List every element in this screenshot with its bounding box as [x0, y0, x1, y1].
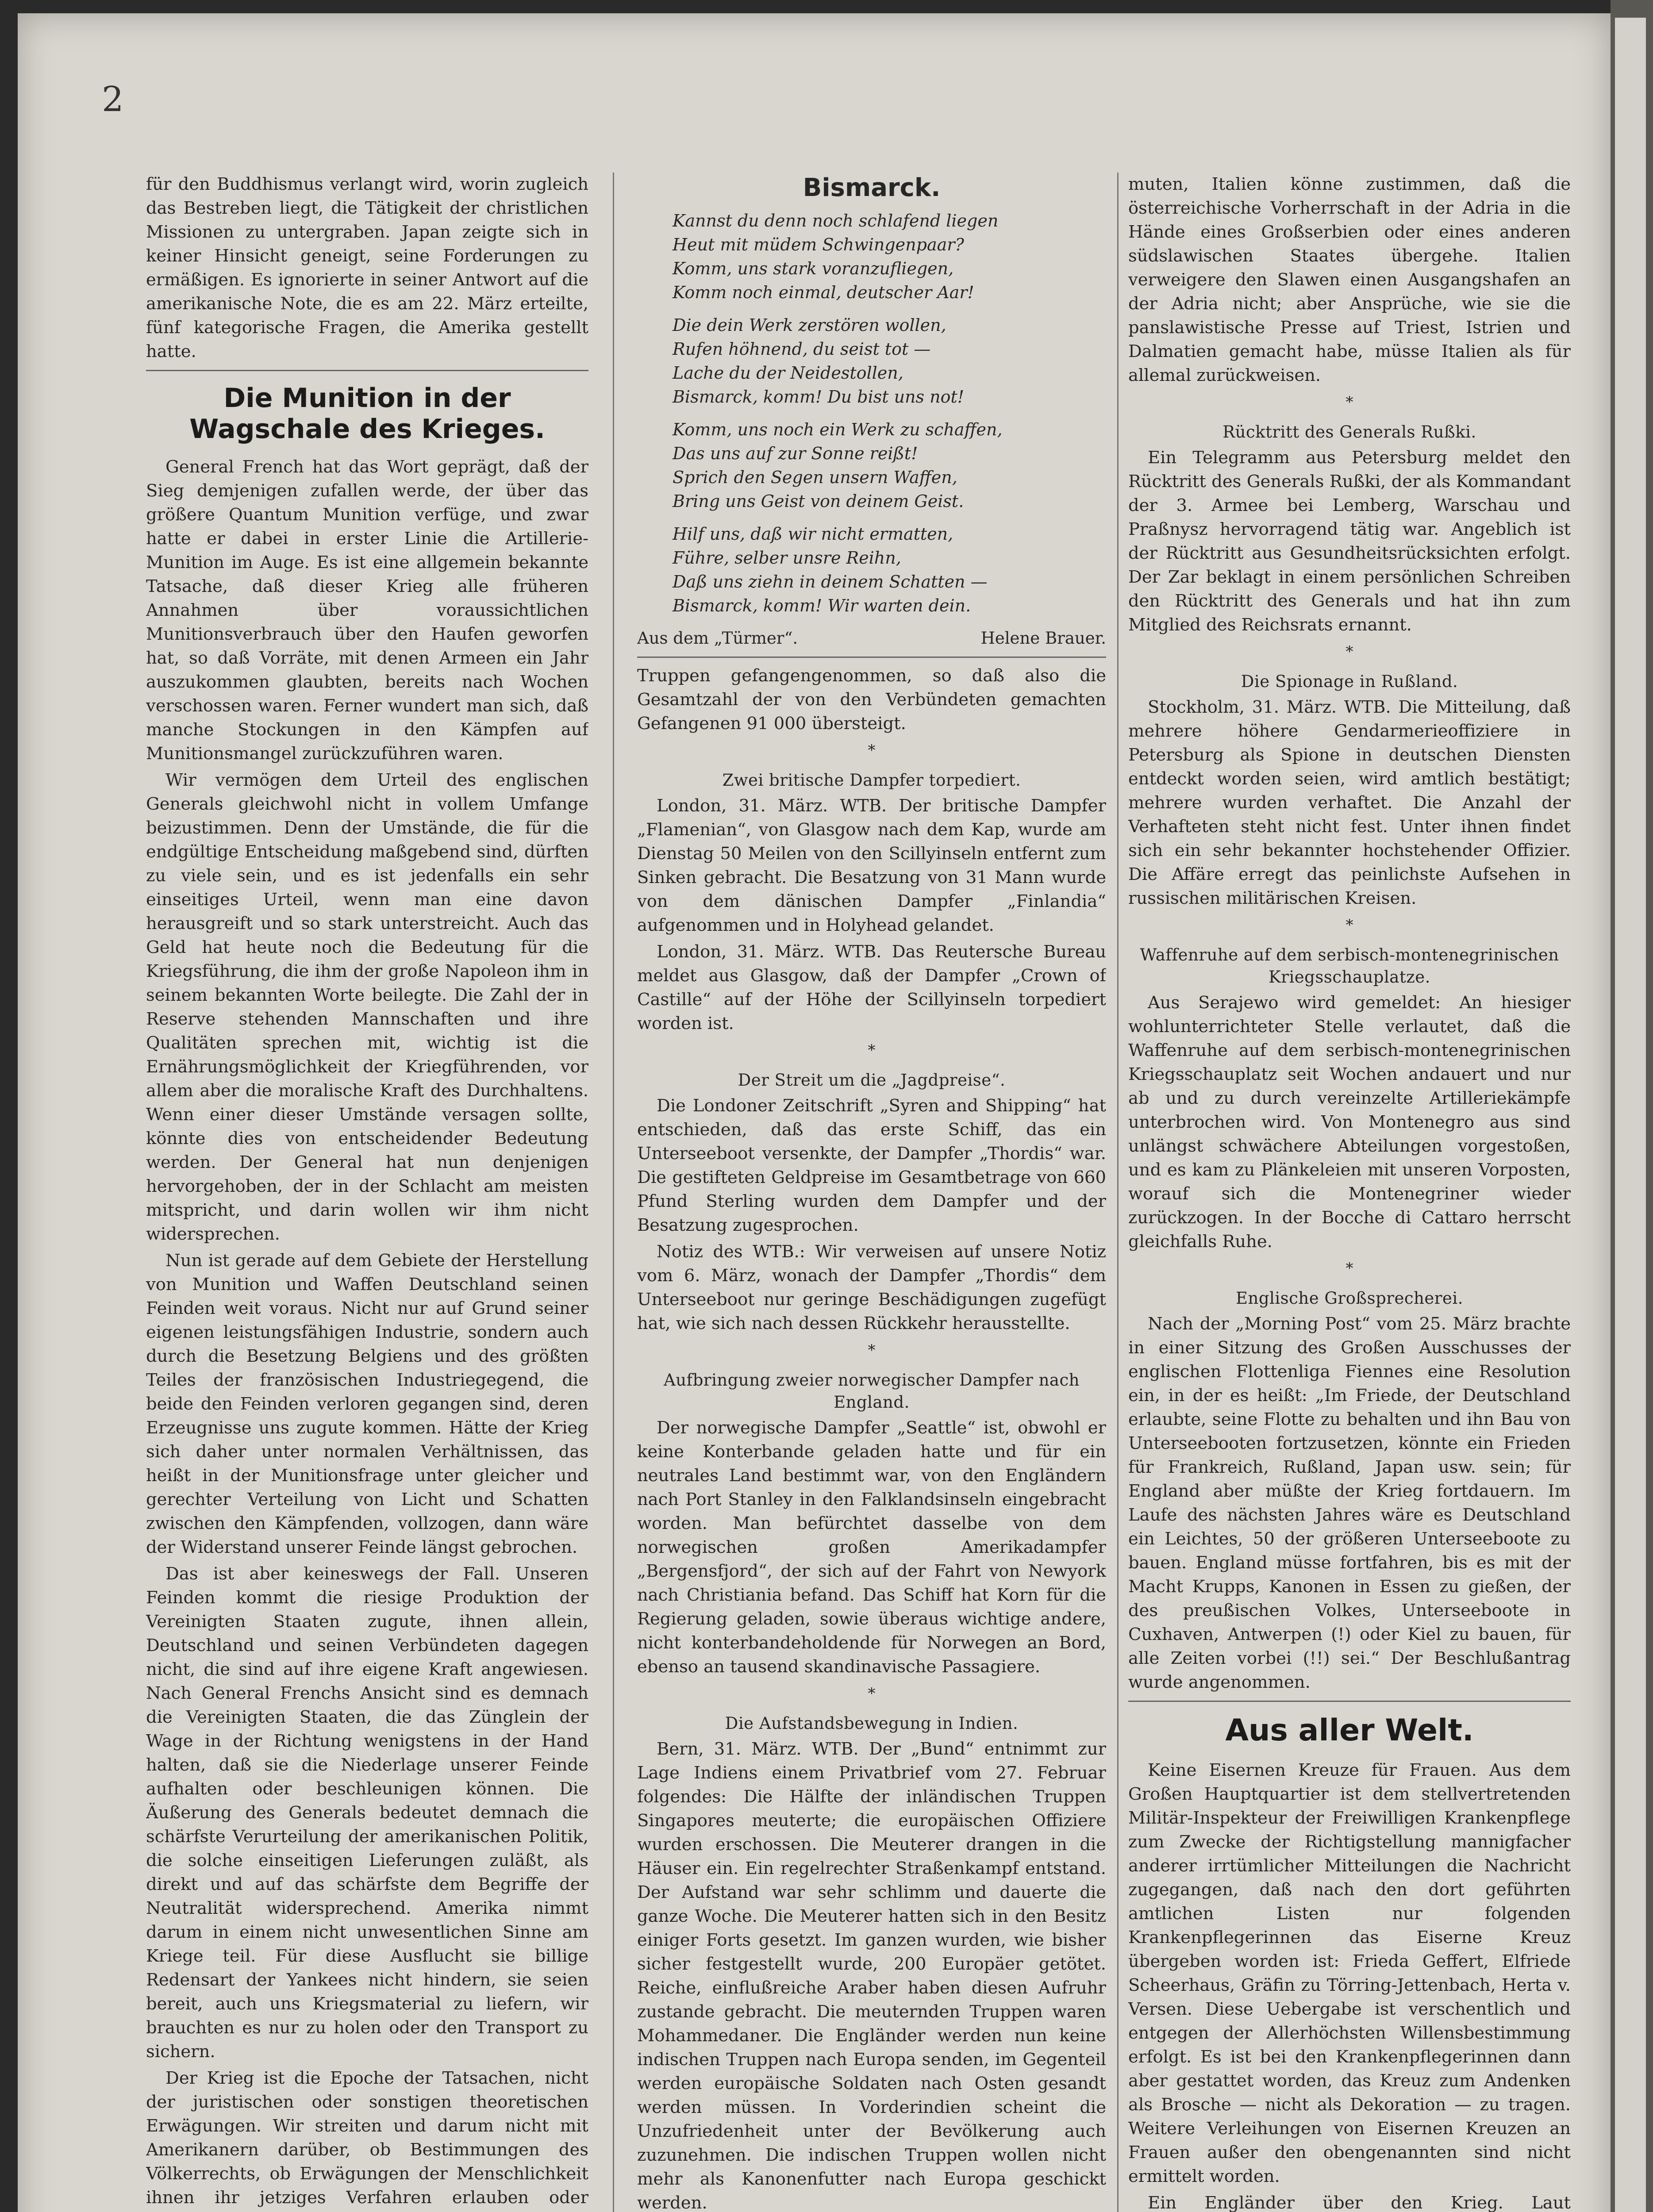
- poem-line: Sprich den Segen unsern Waffen,: [673, 468, 957, 487]
- subheadline-boast: Englische Großsprecherei.: [1235, 1289, 1463, 1308]
- section-headline-world: Aus aller Welt.: [1225, 1713, 1474, 1748]
- separator-star: *: [1345, 1260, 1353, 1277]
- paragraph: Aus Serajewo wird gemeldet: An hiesiger wohlunterrichteter Stelle verlautet, daß die Waffenruhe auf dem serbisch-montenegrinischen Kriegsschauplatz seit Wochen andauert und nur ab und zu durch vereinzelte Artilleriekämpfe unterbrochen wird. Von Montenegro aus sind unlängst schwächere Abteilungen vorgestoßen, und es kam zu Plänkeleien mit unseren Vorposten, worauf sich die Montenegriner wieder zurückzogen. In der Bocche di Cattaro herrscht gleichfalls Ruhe.: [1128, 993, 1571, 1252]
- poem-line: Komm, uns noch ein Werk zu schaffen,: [673, 420, 1003, 439]
- paragraph: Ein Engländer über den Krieg. Laut: [1148, 2193, 1571, 2212]
- subheadline-espionage: Die Spionage in Rußland.: [1241, 672, 1458, 691]
- poem-line: Lache du der Neidestollen,: [673, 363, 903, 383]
- subheadline-truce: Waffenruhe auf dem serbisch-montenegrinischen Kriegsschauplatze.: [1140, 945, 1559, 987]
- poem-line: Rufen höhnend, du seist tot —: [673, 339, 931, 359]
- column-3: [1128, 173, 1571, 2212]
- column-rule-1: [613, 173, 614, 2212]
- poem-line: Bring uns Geist von deinem Geist.: [673, 492, 964, 511]
- separator-star: *: [868, 741, 876, 759]
- paragraph: Bern, 31. März. WTB. Der „Bund“ entnimmt zur Lage Indiens einem Privatbrief vom 27. Februar folgendes: Die Hälfte der inländischen Truppen Singapores meuterte; die europäischen Offiziere wurden erschossen. Die Meuterer drangen in die Häuser ein. Ein regelrechter Straßenkampf entstand. Der Aufstand war sehr schlimm und dauerte die ganze Woche. Die Meuterer hatten sich in den Besitz einiger Forts gesetzt. Im ganzen wurden, wie bisher sicher festgestellt wurde, 200 Europäer getötet. Reiche, einflußreiche Araber haben diesen Aufruhr zustande gebracht. Die meuternden Truppen waren Mohammedaner. Die Engländer werden nun keine indischen Truppen nach Europa senden, im Gegenteil werden europäische Soldaten nach Osten gesandt werden müssen. In Vorderindien scheint die Unzufriedenheit unter der Bevölkerung auch zuzunehmen. Die indischen Truppen wollen nicht mehr als Kanonenfutter nach Europa geschickt werden.: [637, 1739, 1106, 2212]
- poem-line: Komm noch einmal, deutscher Aar!: [673, 283, 974, 302]
- paragraph: London, 31. März. WTB. Das Reutersche Bureau meldet aus Glasgow, daß der Dampfer „Crown of Castille“ auf der Höhe der Scillyinseln torpediert worden ist.: [637, 942, 1106, 1033]
- page-number: 2: [102, 80, 124, 119]
- column-1: [146, 173, 588, 2212]
- paragraph: Ein Telegramm aus Petersburg meldet den Rücktritt des Generals Rußki, der als Kommandant der 3. Armee bei Lemberg, Warschau und Praßnysz hervorragend tätig war. Angeblich ist der Rücktritt aus Gesundheitsrücksichten erfolgt. Der Zar beklagt in einem persönlichen Schreiben den Rücktritt des Generals und hat ihn zum Mitglied des Reichsrats ernannt.: [1128, 448, 1571, 635]
- poem-line: Das uns auf zur Sonne reißt!: [673, 444, 918, 463]
- separator-star: *: [868, 1685, 876, 1702]
- paragraph: Stockholm, 31. März. WTB. Die Mitteilung, daß mehrere höhere Gendarmerieoffiziere in Petersburg als Spione in deutschen Diensten entdeckt worden seien, wird amtlich bestätigt; mehrere wurden verhaftet. Die Anzahl der Verhafteten steht nicht fest. Unter ihnen findet sich ein sehr bekannter hochstehender Offizier. Die Affäre erregt das peinlichste Aufsehen in russischen militärischen Kreisen.: [1128, 697, 1571, 908]
- paragraph: Der norwegische Dampfer „Seattle“ ist, obwohl er keine Konterbande geladen hatte und für ein neutrales Land bestimmt war, von den Engländern nach Port Stanley in den Falklandsinseln eingebracht worden. Man befürchtet dasselbe von dem norwegischen großen Amerikadampfer „Bergensfjord“, der sich auf der Fahrt von Newyork nach Christiania befand. Das Schiff hat Korn für die Regierung geladen, sowie überaus wichtige andere, nicht konterbandeholdende für Norwegen an Bord, ebenso an tausend skandinavische Passagiere.: [637, 1418, 1106, 1677]
- poem-line: Die dein Werk zerstören wollen,: [673, 315, 946, 335]
- poem-source: Aus dem „Türmer“.: [637, 629, 798, 648]
- poem-credit: [637, 626, 1106, 650]
- divider: [146, 370, 588, 371]
- paragraph: Wir vermögen dem Urteil des englischen Generals gleichwohl nicht in vollem Umfange beizustimmen. Denn der Umstände, die für die endgültige Entscheidung maßgebend sind, dürften zu viele sein, und es ist jedenfalls ein sehr einseitiges Urteil, wenn man eine davon herausgreift und so stark unterstreicht. Auch das Geld hat heute noch die Bedeutung für die Kriegsführung, die ihm der große Napoleon ihm in seinem bekannten Worte beilegte. Die Zahl der in Reserve stehenden Mannschaften und ihre Qualitäten sprechen mit, wichtig ist die Ernährungsmöglichkeit der Kriegführenden, vor allem aber die moralische Kraft des Durchhaltens. Wenn einer dieser Umstände versagen sollte, könnte dies von entscheidender Bedeutung werden. Der General hat nun denjenigen hervorgehoben, der in der Schlacht am meisten mitspricht, und darin wollen wir ihm nicht widersprechen.: [146, 770, 588, 1244]
- subheadline-india: Die Aufstandsbewegung in Indien.: [725, 1714, 1019, 1733]
- adjacent-page-edge: [1611, 0, 1653, 2212]
- subheadline-russky: Rücktritt des Generals Rußki.: [1222, 422, 1476, 442]
- poem-line: Komm, uns stark voranzufliegen,: [673, 259, 954, 278]
- subheadline-steamers: Zwei britische Dampfer torpediert.: [722, 771, 1021, 790]
- paragraph: Der Krieg ist die Epoche der Tatsachen, nicht der juristischen oder sonstigen theoretischen Erwägungen. Wir streiten und darum nicht mit Amerikanern darüber, ob Bestimmungen des Völkerrechts, ob Erwägungen der Menschlichkeit ihnen ihr jetziges Verfahren erlauben oder: [146, 2068, 588, 2208]
- article-headline-munition: Die Munition in der Wagschale des Krieges.: [189, 383, 545, 445]
- column-rule-2: [1117, 173, 1119, 2212]
- paragraph: General French hat das Wort geprägt, daß der Sieg demjenigen zufallen werde, der über das größere Quantum Munition verfüge, und zwar hatte er dabei in erster Linie die Artillerie-Munition im Auge. Es ist eine allgemein bekannte Tatsache, daß dieser Krieg alle früheren Annahmen über voraussichtlichen Munitionsverbrauch über den Haufen geworfen hat, so daß Vorräte, mit denen Armeen ein Jahr auszukommen glaubten, bereits nach Wochen verschossen waren. Ferner wundert man sich, daß manche Stockungen in den Kämpfen auf Munitionsmangel zurückzuführen waren.: [146, 457, 588, 764]
- paragraph: Nun ist gerade auf dem Gebiete der Herstellung von Munition und Waffen Deutschland seinen Feinden weit voraus. Nicht nur auf Grund seiner eigenen leistungsfähigen Industrie, sondern auch durch die Besetzung Belgiens und des größten Teiles der französischen Industriegegend, die beide den Feinden verloren gegangen sind, deren Erzeugnisse uns zugute kommen. Hätte der Krieg sich daher unter normalen Verhältnissen, das heißt in der Munitionsfrage unter gleicher und gerechter Verteilung von Licht und Schatten zwischen den Kämpfenden, vollzogen, dann wäre der Widerstand unserer Feinde längst gebrochen.: [146, 1251, 588, 1557]
- poem-author: Helene Brauer.: [980, 629, 1106, 648]
- poem-line: Führe, selber unsre Reihn,: [673, 548, 901, 568]
- newspaper-page: [18, 13, 1611, 2212]
- subheadline-norway: Aufbringung zweier norwegischer Dampfer nach England.: [663, 1371, 1080, 1412]
- poem-line: Bismarck, komm! Wir warten dein.: [673, 596, 971, 615]
- separator-star: *: [868, 1341, 876, 1359]
- poem-stanza: [673, 418, 1106, 513]
- poem-title: Bismarck.: [803, 173, 941, 202]
- poem-stanza: [673, 209, 1106, 304]
- poem-line: Bismarck, komm! Du bist uns not!: [673, 387, 964, 407]
- separator-star: *: [868, 1041, 876, 1059]
- paragraph: Notiz des WTB.: Wir verweisen auf unsere Notiz vom 6. März, wonach der Dampfer „Thordis“ dem Unterseeboot nur geringe Beschädigungen zugefügt hat, wie sich nach dessen Rückkehr herausstellte.: [637, 1242, 1106, 1333]
- divider: [637, 657, 1106, 658]
- poem: [637, 209, 1106, 618]
- poem-stanza: [673, 313, 1106, 409]
- article-continuation: muten, Italien könne zustimmen, daß die österreichische Vorherrschaft in der Adria in die Hände eines Großserbien oder eines anderen südslawischen Staates übergehe. Italien verweigere den Slawen einen Ausgangshafen an der Adria nicht; aber Ansprüche, wie sie die panslawistische Presse auf Triest, Istrien und Dalmatien gemacht habe, müsse Italien als für allemal zurückweisen.: [1128, 174, 1571, 385]
- poem-stanza: [673, 522, 1106, 618]
- subheadline-pirate-prize: Der Streit um die „Jagdpreise“.: [738, 1071, 1006, 1090]
- separator-star: *: [1345, 916, 1353, 934]
- article-continuation: Truppen gefangengenommen, so daß also die Gesamtzahl der von den Verbündeten gemachten Gefangenen 91 000 übersteigt.: [637, 666, 1106, 733]
- article-continuation: für den Buddhismus verlangt wird, worin zugleich das Bestreben liegt, die Tätigkeit der christlichen Missionen zu untergraben. Japan zeigte sich in keiner Hinsicht geneigt, seine Forderungen zu ermäßigen. Es ignorierte in seiner Antwort auf die amerikanische Note, die es am 22. März erteilte, fünf kategorische Fragen, die Amerika gestellt hatte.: [146, 174, 588, 361]
- separator-star: *: [1345, 393, 1353, 411]
- paragraph: Keine Eisernen Kreuze für Frauen. Aus dem Großen Hauptquartier ist dem stellvertretenden Militär-Inspekteur der Freiwilligen Krankenpflege zum Zwecke der Richtigstellung mannigfacher anderer irrtümlicher Mitteilungen die Nachricht zugegangen, daß nach den dort geführten amtlichen Listen nur folgenden Krankenpflegerinnen das Eiserne Kreuz übergeben worden ist: Frieda Geffert, Elfriede Scheerhaus, Gräfin zu Törring-Jettenbach, Herta v. Versen. Diese Uebergabe ist verschentlich und entgegen der Allerhöchsten Willensbestimmung erfolgt. Es ist bei den Krankenpflegerinnen dann aber gestattet worden, das Kreuz zum Andenken als Brosche — nicht als Dekoration — zu tragen. Weitere Verleihungen von Eisernen Kreuzen an Frauen außer den obengenannten sind nicht ermittelt worden.: [1128, 1760, 1571, 2186]
- divider: [1128, 1701, 1571, 1702]
- paragraph: Nach der „Morning Post“ vom 25. März brachte in einer Sitzung des Großen Ausschusses der englischen Flottenliga Fiennes eine Resolution ein, in der es heißt: „Im Friede, der Deutschland erlaubte, seine Flotte zu behalten und ihn Bau von Unterseebooten fortzusetzen, könnte ein Frieden für Frankreich, Rußland, Japan usw. sein; für England aber müßte der Krieg fortdauern. Im Laufe des nächsten Jahres wäre es Deutschland ein Leichtes, 50 der größeren Unterseeboote zu bauen. England müsse fortfahren, bis es mit der Macht Krupps, Kanonen in Essen zu gießen, der des preußischen Volkes, Unterseeboote in Cuxhaven, Antwerpen (!) oder Kiel zu bauen, für alle Zeiten vorbei (!!) sei.“ Der Beschlußantrag wurde angenommen.: [1128, 1314, 1571, 1692]
- column-2: [637, 173, 1106, 2212]
- poem-line: Heut mit müdem Schwingenpaar?: [673, 235, 964, 254]
- paragraph: Das ist aber keineswegs der Fall. Unseren Feinden kommt die riesige Produktion der Vereinigten Staaten zugute, ihnen allein, Deutschland und seinen Verbündeten dagegen nicht, die sind auf ihre eigene Kraft angewiesen. Nach General Frenchs Ansicht sind es demnach die Vereinigten Staaten, die das Zünglein der Wage in der Richtung wenigstens in der Hand halten, daß sie die Niederlage unserer Feinde aufhalten oder beschleunigen können. Die Äußerung des Generals bedeutet demnach die schärfste Verurteilung der amerikanischen Politik, die solche einseitigen Lieferungen zuläßt, als direkt und auf das schärfste dem Begriffe der Neutralität widersprechend. Amerika nimmt darum in einem nicht unwesentlichen Sinne am Kriege teil. Für diese Ausflucht sie billige Redensart der Yankees nicht hindern, sie seien bereit, auch uns Kriegsmaterial zu liefern, wir brauchten es nur zu holen oder den Transport zu sichern.: [146, 1564, 588, 2062]
- poem-line: Kannst du denn noch schlafend liegen: [673, 211, 999, 230]
- separator-star: *: [1345, 643, 1353, 661]
- paragraph: London, 31. März. WTB. Der britische Dampfer „Flamenian“, von Glasgow nach dem Kap, wurde am Dienstag 50 Meilen von den Scillyinseln entfernt zum Sinken gebracht. Die Besatzung von 31 Mann wurde von dem dänischen Dampfer „Finlandia“ aufgenommen und in Holyhead gelandet.: [637, 796, 1106, 935]
- poem-line: Hilf uns, daß wir nicht ermatten,: [673, 524, 953, 544]
- paragraph: Die Londoner Zeitschrift „Syren and Shipping“ hat entschieden, daß das erste Schiff, das ein Unterseeboot versenkte, der Dampfer „Thordis“ war. Die gestifteten Geldpreise im Gesamtbetrage von 660 Pfund Sterling wurden dem Dampfer und der Besatzung zugesprochen.: [637, 1096, 1106, 1235]
- poem-line: Daß uns ziehn in deinem Schatten —: [673, 572, 988, 591]
